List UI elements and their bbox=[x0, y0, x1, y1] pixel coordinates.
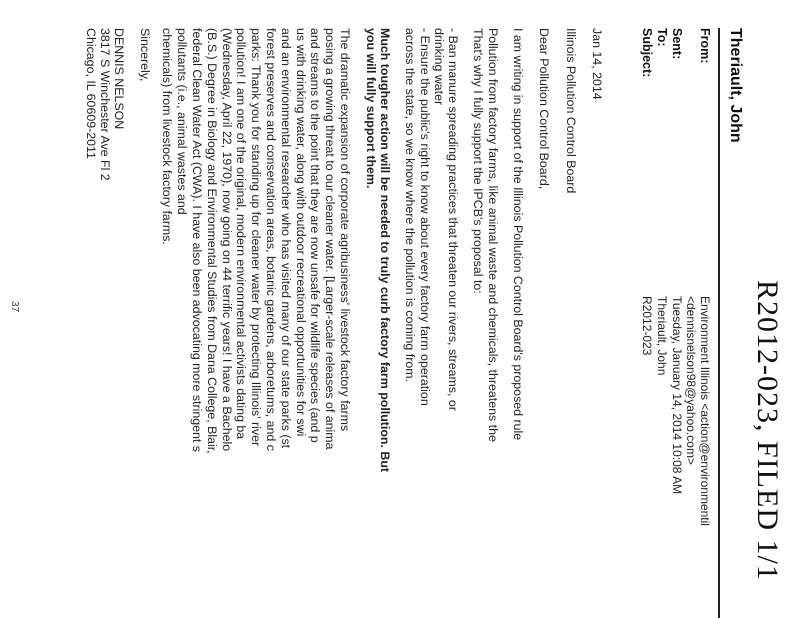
signature-street: 3817 S Winchester Ave Fl 2 bbox=[98, 28, 112, 181]
closing: Sincerely, bbox=[138, 28, 152, 82]
para4-line: pollution! I am one of the original, modern environmental activists dating ba bbox=[234, 28, 249, 440]
para4-line: chemicals) from livestock factory farms. bbox=[160, 28, 175, 245]
page-number: 37 bbox=[9, 301, 20, 313]
subject-value: R2012-023 bbox=[640, 296, 654, 356]
para4-line: forest preserves and conservation areas, botanic gardens, arboretums, and c bbox=[264, 28, 278, 451]
para4-line: The dramatic expansion of corporate agribusiness' livestock factory farms bbox=[338, 28, 352, 432]
signature-name: DENNIS NELSON bbox=[112, 28, 126, 130]
para4-line: (Wednesday, April 22, 1970), now going on 44 terrific years! I have a Bachelo bbox=[219, 28, 234, 452]
para3-line-2: you will fully support them. bbox=[364, 28, 378, 189]
signature-city: Chicago, IL 60609-2011 bbox=[84, 28, 98, 159]
bullet-ban-manure-cont: drinking water bbox=[432, 28, 446, 106]
bullet-right-to-know: - Ensure the public's right to know about every factory farm operation bbox=[418, 28, 432, 406]
from-value: Environment Illinois <action@environmentil bbox=[698, 296, 712, 526]
para4-line: posing a growing threat to our cleaner water. [Larger-scale releases of anima bbox=[323, 28, 338, 450]
para4-line: pollutants (i.e., animal wastes and bbox=[175, 28, 190, 215]
para4-line: and an environmental researcher who has visited many of our state parks (st bbox=[278, 28, 293, 449]
para2-line-3: across the state, so we know where the pollution is coming from. bbox=[403, 28, 417, 382]
header-rule bbox=[718, 28, 720, 618]
letter-salutation: Dear Pollution Control Board, bbox=[537, 28, 551, 190]
to-label: To: bbox=[655, 28, 669, 47]
para2-line-2: That's why I fully support the IPCB's proposal to: bbox=[471, 28, 485, 294]
from-label: From: bbox=[698, 28, 712, 64]
para4-line: federal Clean Water Act (CWA). I have also been advocating more stringent s bbox=[190, 28, 204, 453]
letter-date: Jan 14, 2014 bbox=[590, 28, 604, 100]
from-value-email: <dennisnelson98@yahoo.com> bbox=[684, 296, 698, 465]
para4-line: and streams to the point that they are now unsafe for wildlife species (and p bbox=[308, 28, 323, 443]
subject-label: Subject: bbox=[640, 28, 654, 78]
para4-line: (B.S.) Degree in Biology and Environmental Studies from Dana College, Blair, bbox=[204, 28, 219, 454]
para4-line: us with drinking water, along with outdoor recreational opportunities for swi bbox=[293, 28, 308, 437]
para4-line: parks: Thank you for standing up for cleaner water by protecting Illinois' river bbox=[249, 28, 264, 447]
para2-line-1: Pollution from factory farms, like animal waste and chemicals, threatens the bbox=[486, 28, 500, 442]
letter-recipient: Illinois Pollution Control Board bbox=[564, 28, 578, 194]
to-value: Theriault, John bbox=[655, 296, 669, 376]
sent-value: Tuesday, January 14, 2014 10:08 AM bbox=[670, 296, 684, 495]
bullet-ban-manure: - Ban manure spreading practices that threaten our rivers, streams, or bbox=[446, 28, 460, 411]
intro-paragraph: I am writing in support of the Illinois Pollution Control Board's proposed rule bbox=[511, 28, 525, 441]
sent-label: Sent: bbox=[670, 28, 684, 60]
para3-line-1: Much tougher action will be needed to truly curb factory farm pollution. But bbox=[378, 28, 392, 473]
sender-name: Theriault, John bbox=[727, 28, 744, 143]
filing-stamp: R2012-023, FILED 1/1 bbox=[751, 280, 784, 581]
